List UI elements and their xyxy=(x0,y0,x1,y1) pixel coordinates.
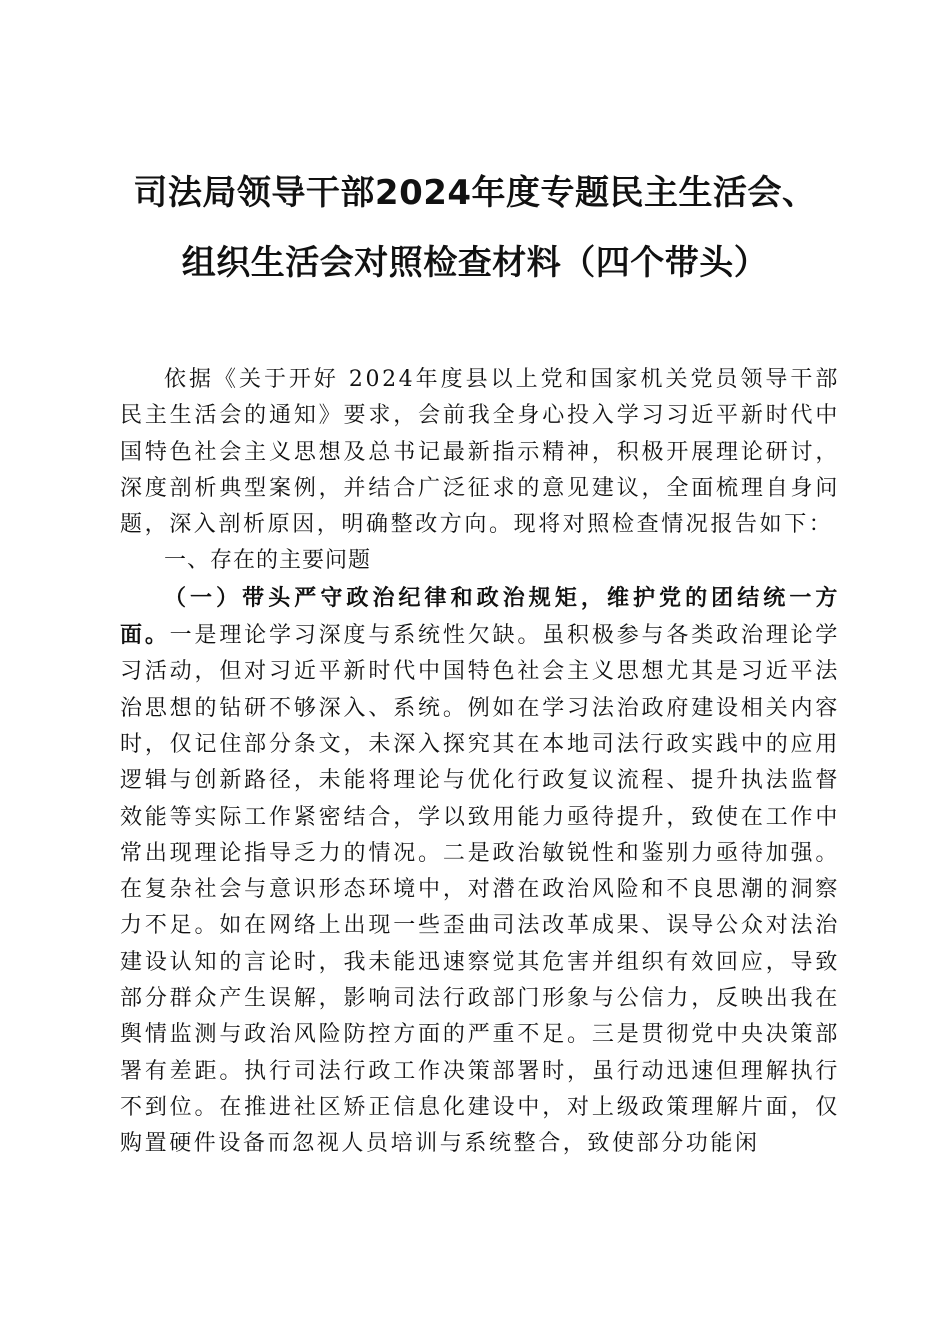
document-body xyxy=(120,362,840,1163)
subsection-paragraph xyxy=(120,580,840,1163)
subsection-body: 一是理论学习深度与系统性欠缺。虽积极参与各类政治理论学习活动，但对习近平新时代中国特色社会主义思想尤其是习近平法治思想的钻研不够深入、系统。例如在学习法治政府建设相关内容时，仅记住部分条文，未深入探究其在本地司法行政实践中的应用逻辑与创新路径，未能将理论与优化行政复议流程、提升执法监督效能等实际工作紧密结合，学以致用能力亟待提升，致使在工作中常出现理论指导乏力的情况。二是政治敏锐性和鉴别力亟待加强。在复杂社会与意识形态环境中，对潜在政治风险和不良思潮的洞察力不足。如在网络上出现一些歪曲司法改革成果、误导公众对法治建设认知的言论时，我未能迅速察觉其危害并组织有效回应，导致部分群众产生误解，影响司法行政部门形象与公信力，反映出我在舆情监测与政治风险防控方面的严重不足。三是贯彻党中央决策部署有差距。执行司法行政工作决策部署时，虽行动迅速但理解执行不到位。在推进社区矫正信息化建设中，对上级政策理解片面，仅购置硬件设备而忽视人员培训与系统整合，致使部分功能闲 xyxy=(120,623,840,1157)
intro-paragraph: 依据《关于开好 2024年度县以上党和国家机关党员领导干部民主生活会的通知》要求，会前我全身心投入学习习近平新时代中国特色社会主义思想及总书记最新指示精神，积极开展理论研讨，深度剖析典型案例，并结合广泛征求的意见建议，全面梳理自身问题，深入剖析原因，明确整改方向。现将对照检查情况报告如下： xyxy=(120,367,840,538)
document-title-line-2: 组织生活会对照检查材料（四个带头） xyxy=(181,243,769,283)
section-heading: 一、存在的主要问题 xyxy=(164,548,372,574)
document-title-line-1: 司法局领导干部2024年度专题民主生活会、 xyxy=(133,173,817,213)
subsection-lead: （一）带头严守政治纪律和政治规矩，维护党的团结统一方面。 xyxy=(120,584,840,649)
